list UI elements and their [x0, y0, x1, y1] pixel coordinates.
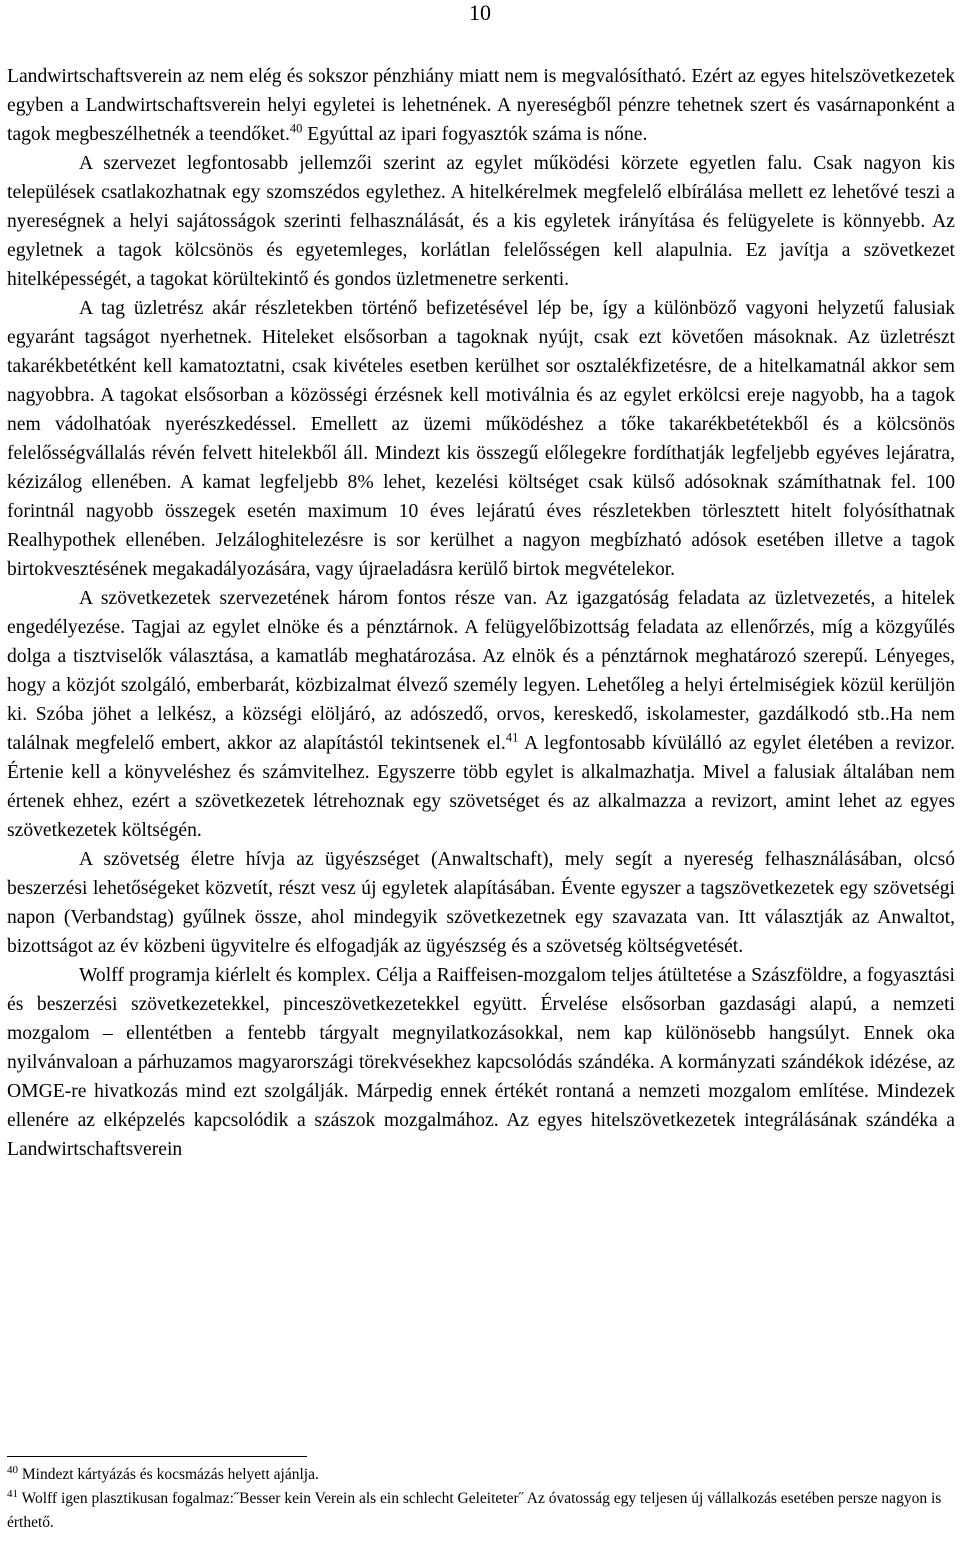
footnote-text: Wolff igen plasztikusan fogalmaz:˝Besser kein Verein als ein schlecht Geleiteter˝ Az óvatosság egy teljesen új vállalkozás esetében persze nagyon is érthető.: [7, 1490, 942, 1531]
body-paragraph: [7, 845, 955, 961]
paragraph-text: A szövetség életre hívja az ügyészséget (Anwaltschaft), mely segít a nyereség felhasználásában, olcsó beszerzési lehetőségeket közvetít, részt vesz új egyletek alapításában. Évente egyszer a tagszövetkezetek egy szövetségi napon (Verbandstag) gyűlnek össze, ahol mindegyik szövetkezetnek egy szavazata van. Itt választják az Anwaltot, bizottságot az év közbeni ügyvitelre és elfogadják az ügyészség és a szövetség költségvetését.: [7, 849, 955, 957]
body-text: [7, 62, 955, 1164]
footnote-divider: [7, 1456, 307, 1457]
body-paragraph: [7, 584, 955, 845]
page-number: 10: [469, 0, 491, 25]
footnote-text: Mindezt kártyázás és kocsmázás helyett ajánlja.: [18, 1466, 319, 1483]
footnotes: [7, 1463, 955, 1535]
body-paragraph: [7, 294, 955, 584]
body-paragraph: [7, 149, 955, 294]
paragraph-text: Egyúttal az ipari fogyasztók száma is nőne.: [302, 124, 648, 145]
paragraph-text: A szervezet legfontosabb jellemzői szerint az egylet működési körzete egyetlen falu. Csak nagyon kis települések csatlakozhatnak egy szomszédos egylethez. A hitelkérelmek megfelelő elbírálása mellett ez lehetővé teszi a nyereségnek a helyi sajátosságok szerinti felhasználását, és a kis egyletek irányítása és felügyelete is könnyebb. Az egyletnek a tagok kölcsönös és egyetemleges, korlátlan felelősségen kell alapulnia. Ez javítja a szövetkezet hitelképességét, a tagokat körültekintő és gondos üzletmenetre serkenti.: [7, 153, 955, 290]
body-paragraph: [7, 62, 955, 149]
paragraph-text: A tag üzletrész akár részletekben történő befizetésével lép be, így a különböző vagyoni helyzetű falusiak egyaránt tagságot nyerhetnek. Hiteleket elsősorban a tagoknak nyújt, csak ezt követően másoknak. Az üzletrészt takarékbetétként kell kamatoztatni, csak kivételes esetben kerülhet sor osztalékfizetésre, de a hitelkamatnál akkor sem nagyobbra. A tagokat elsősorban a közösségi érzésnek kell motiválnia és az egylet erkölcsi ereje nagyobb, ha a tagok nem vádolhatóak nyerészkedéssel. Emellett az üzemi működéshez a tőke takarékbetétekből és a kölcsönös felelősségvállalás révén felvett hitelekből áll. Mindezt kis összegű előlegekre fordíthatják legfeljebb egyéves lejáratra, kézizálog ellenében. A kamat legfeljebb 8% lehet, kezelési költséget csak külső adósoknak számíthatnak fel. 100 forintnál nagyobb összegek esetén maximum 10 éves lejáratú éves részletekben törlesztett hitelt folyósíthatnak Realhypothek ellenében. Jelzáloghitelezésre is sor kerülhet a nagyon megbízható adósok esetében illetve a tagok birtokvesztésének megakadályozására, vagy újraeladásra kerülő birtok megvételekor.: [7, 298, 955, 580]
paragraph-text: Landwirtschaftsverein az nem elég és sokszor pénzhiány miatt nem is megvalósítható. Ezért az egyes hitelszövetkezetek egyben a Landwirtschaftsverein helyi egyletei is lehetnének. A nyereségből pénzre tehetnek szert és vasárnaponként a tagok megbeszélhetnék a teendőket.: [7, 66, 955, 145]
paragraph-text: A szövetkezetek szervezetének három fontos része van. Az igazgatóság feladata az üzletvezetés, a hitelek engedélyezése. Tagjai az egylet elnöke és a pénztárnok. A felügyelőbizottság feladata az ellenőrzés, míg a közgyűlés dolga a tisztviselők választása, a kamatláb meghatározása. Az elnök és a pénztárnok meghatározó szerepű. Lényeges, hogy a közjót szolgáló, emberbarát, közbizalmat élvező személy legyen. Lehetőleg a helyi értelmiségiek közül kerüljön ki. Szóba jöhet a lelkész, a községi elöljáró, az adószedő, orvos, kereskedő, iskolamester, gazdálkodó stb..Ha nem találnak megfelelő embert, akkor az alapítástól tekintsenek el.: [7, 588, 955, 754]
body-paragraph: [7, 961, 955, 1164]
footnote: [7, 1463, 955, 1487]
footnote-reference: 41: [505, 730, 519, 745]
paragraph-text: Wolff programja kiérlelt és komplex. Célja a Raiffeisen-mozgalom teljes átültetése a Szászföldre, a fogyasztási és beszerzési szövetkezetekkel, pinceszövetkezetekkel együtt. Érvelése elsősorban gazdasági alapú, a nemzeti mozgalom – ellentétben a fentebb tárgyalt megnyilatkozásokkal, nem kap különösebb hangsúlyt. Ennek oka nyilvánvaloan a párhuzamos magyarországi törekvésekhez kapcsolódás szándéka. A kormányzati szándékok idézése, az OMGE-re hivatkozás mind ezt szolgálják. Márpedig ennek értékét rontaná a nemzeti mozgalom említése. Mindezek ellenére az elképzelés kapcsolódik a szászok mozgalmához. Az egyes hitelszövetkezetek integrálásának szándéka a Landwirtschaftsverein: [7, 965, 955, 1160]
paragraph-text: A legfontosabb kívülálló az egylet életében a revizor. Értenie kell a könyveléshez és számvitelhez. Egyszerre több egylet is alkalmazhatja. Mivel a falusiak általában nem értenek ehhez, ezért a szövetkezetek létrehoznak egy szövetséget és az alkalmazza a revizort, amint lehet az egyes szövetkezetek költségén.: [7, 733, 955, 841]
footnote-number: 41: [7, 1487, 18, 1500]
footnote-reference: 40: [289, 121, 303, 136]
footnote: [7, 1487, 955, 1535]
footnote-number: 40: [7, 1463, 18, 1476]
